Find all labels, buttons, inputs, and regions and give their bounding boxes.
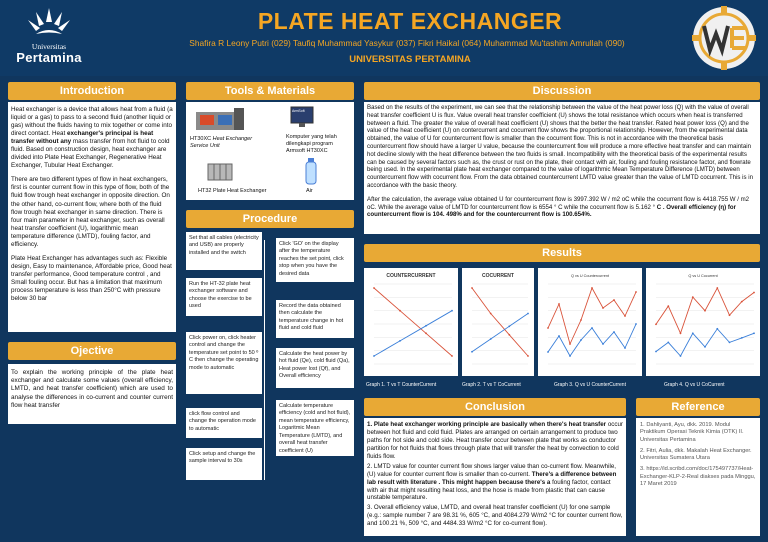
conclusion-panel bbox=[364, 418, 626, 536]
tool-label-4: Air bbox=[306, 188, 313, 194]
chart-point bbox=[569, 355, 571, 357]
software-screen-text: ArmSoft bbox=[292, 109, 305, 113]
procedure-step-9: Calculate temperature efficiency (cold and hot fluid), mean temperature efficiency, Logaritmic Mean Temperature (LMTD), and overall heat transfer coefficient (U) bbox=[276, 400, 354, 456]
chart-point bbox=[508, 334, 510, 336]
tools-heading: Tools & Materials bbox=[186, 82, 354, 100]
introduction-panel bbox=[8, 102, 176, 332]
procedure-step-3: Click power on, click heater control and change the temperature set point to 50 º C then change the operating mode to automatic bbox=[186, 332, 262, 394]
discussion-paragraph-2: After the calculation, the average value obtained U for countercurrent flow is 3997.392 W / m2 oC while the cocurrent flow is 4418.755 W / m2 oC. While the average value of LMTD for countercurrent flow is 6554 ° C while the cocurrent flow is 5.162 ° C . Overall efficiency (η) for countercurrent flow is 104. 498% and for the countercurrent flow is 100.654%. bbox=[367, 195, 750, 219]
chart-q-vs-u-cocurrent-svg bbox=[646, 268, 760, 376]
reference-panel bbox=[636, 418, 760, 536]
reference-item: 2. Fitri, Aulia, dkk. Makalah Heat Exchanger. Universitas Sumatera Utara bbox=[640, 447, 752, 462]
universitas-pertamina-logo bbox=[6, 4, 92, 70]
chart-point bbox=[527, 313, 529, 315]
procedure-step-4: click flow control and change the operation mode to automatic bbox=[186, 408, 262, 438]
chart-caption-4: Graph 4. Q vs U CoCurrent bbox=[664, 382, 725, 388]
chart-point bbox=[635, 323, 637, 325]
chart-point bbox=[613, 331, 615, 333]
chart-point bbox=[602, 343, 604, 345]
chart-point bbox=[558, 335, 560, 337]
chart-title: Q vs U Countercurrent bbox=[571, 274, 609, 278]
chart-point bbox=[471, 287, 473, 289]
reference-item: 1. Dahliyanti, Ayu, dkk. 2019. Modul Praktikum Operasi Teknik Kimia (OTK) II. Universitas Pertamina bbox=[640, 422, 744, 443]
procedure-step-1: Set that all cables (electricity and USB) are properly installed and the switch bbox=[186, 232, 262, 270]
chart-point bbox=[729, 314, 731, 316]
procedure-connector bbox=[264, 240, 265, 480]
chart-cocurrent-svg bbox=[462, 268, 534, 376]
chart-point bbox=[580, 319, 582, 321]
tools-panel bbox=[186, 102, 354, 200]
chart-point bbox=[716, 328, 718, 330]
chart-series-line bbox=[548, 288, 636, 344]
chart-countercurrent-svg bbox=[364, 268, 458, 376]
chart-point bbox=[635, 291, 637, 293]
chart-point bbox=[558, 303, 560, 305]
chart-point bbox=[741, 337, 743, 339]
procedure-step-2: Run the HT-32 plate heat exchanger software and choose the exercise to be used bbox=[186, 278, 262, 316]
introduction-heading: Introduction bbox=[8, 82, 176, 100]
chart-point bbox=[527, 355, 529, 357]
chart-point bbox=[425, 332, 427, 334]
logo-text-small: Universitas bbox=[31, 42, 67, 51]
chart-title: COCURRENT bbox=[482, 273, 514, 279]
introduction-paragraph-3: Plate Heat Exchanger has advantages such as: Flexible design, Easy to maintenance, Affordable price, Good heat transfer performance, Good temperature control , and Small fouling occur. But has a limitation that maximum process temperature is less than 250°C with pressure below 30 bar bbox=[11, 254, 172, 303]
procedure-step-6: Click 'GO' on the display after the temperature reaches the set point, click stop when you have the desired data bbox=[276, 238, 354, 282]
chart-point bbox=[680, 332, 682, 334]
chart-point bbox=[753, 332, 755, 334]
chart-point bbox=[624, 315, 626, 317]
poster-title: PLATE HEAT EXCHANGER bbox=[257, 8, 563, 34]
chart-q-vs-u-countercurrent bbox=[538, 268, 642, 376]
chart-point bbox=[451, 310, 453, 312]
water-bottle-image bbox=[304, 158, 318, 186]
chart-point bbox=[399, 310, 401, 312]
chart-title: COUNTERCURRENT bbox=[386, 273, 436, 279]
authors-line: Shafira R Leony Putri (029) Taufiq Muhammad Yasykur (037) Fikri Haikal (064) Muhammad Mu'tashim Amrullah (090) bbox=[189, 38, 625, 48]
chart-point bbox=[508, 325, 510, 327]
plate-heat-exchanger-image bbox=[206, 160, 234, 184]
procedure-heading: Procedure bbox=[186, 210, 354, 228]
chart-point bbox=[547, 351, 549, 353]
chart-point bbox=[399, 340, 401, 342]
conclusion-point-3: 3. Overall efficiency value, LMTD, and overall heat transfer coefficient (U) for one sample (e.g.: sample number 7 are 98.31 %, 605 °C, and 4084.279 W/m2 °C for counter current flow, and 100.21 %, 509 °C, and 4484.33 W/m2 °C for co-current flow). bbox=[367, 504, 623, 528]
chart-point bbox=[490, 313, 492, 315]
chart-series-line bbox=[656, 329, 754, 356]
chart-point bbox=[547, 327, 549, 329]
chart-point bbox=[373, 287, 375, 289]
introduction-paragraph-2: There are two different types of flow in heat exchangers, first is counter current flow in this type of flow, both of the fluid flow trough heat exchanger in opposite direction. On the other hand, co-current flow, where both of the fluid flow trough heat exchanger in same direction. There is four main parameter in heat exchanger, such as overall heat transfer coefficient (U), logarithmic mean temperature difference (LMTD), fouling factor, and efficiency. bbox=[11, 176, 170, 248]
logo-text-big: Pertamina bbox=[16, 50, 82, 65]
procedure-step-7: Record the data obtained then calculate the temperature change in hot fluid and cold fluid bbox=[276, 300, 354, 338]
chart-point bbox=[716, 287, 718, 289]
reference-heading: Reference bbox=[636, 398, 760, 416]
chart-point bbox=[490, 338, 492, 340]
university-name: UNIVERSITAS PERTAMINA bbox=[349, 54, 471, 65]
chart-point bbox=[471, 351, 473, 353]
chart-point bbox=[613, 299, 615, 301]
service-unit-image bbox=[194, 106, 246, 134]
objective-panel: To explain the working principle of the plate heat exchanger and calculate some values (overall efficiency, LMTD, and heat transfer coefficient) which are used to analyse the differences in co-current and counter current flow heat transfer bbox=[8, 364, 176, 424]
chart-point bbox=[624, 347, 626, 349]
chart-point bbox=[680, 355, 682, 357]
chart-point bbox=[753, 292, 755, 294]
chart-caption-3: Graph 3. Q vs U CounterCurrent bbox=[554, 382, 626, 388]
chart-point bbox=[741, 301, 743, 303]
chart-series-line bbox=[374, 288, 452, 356]
objective-heading: Ojective bbox=[8, 342, 176, 360]
chart-point bbox=[602, 307, 604, 309]
procedure-step-5: Click setup and change the sample interval to 30s bbox=[186, 448, 262, 480]
chart-point bbox=[729, 342, 731, 344]
chart-q-vs-u-countercurrent-svg bbox=[538, 268, 642, 376]
chart-caption-1: Graph 1. T vs T CounterCurrent bbox=[366, 382, 437, 388]
discussion-heading: Discussion bbox=[364, 82, 760, 100]
chart-point bbox=[425, 325, 427, 327]
chart-point bbox=[373, 355, 375, 357]
group-logo bbox=[688, 4, 760, 72]
discussion-panel bbox=[364, 102, 760, 234]
conclusion-heading: Conclusion bbox=[364, 398, 626, 416]
chart-point bbox=[692, 296, 694, 298]
chart-cocurrent bbox=[462, 268, 534, 376]
chart-q-vs-u-cocurrent bbox=[646, 268, 760, 376]
flame-icon bbox=[6, 4, 92, 42]
chart-point bbox=[704, 310, 706, 312]
chart-point bbox=[451, 355, 453, 357]
chart-point bbox=[704, 346, 706, 348]
chart-title: Q vs U Cocurrent bbox=[688, 274, 718, 278]
introduction-paragraph-1: Heat exchanger is a device that allows heat from a fluid (a liquid or a gas) to pass to a second fluid (another liquid or gas) without the fluids having to mix together or come into direct contact. Heat exchanger's principal is heat transfer without any mass transfer from hot fluid to cold fluid. Based on construction design, heat exchanger are divided into Plate Heat Exchanger, Regenerative Heat Exchanger, Tubular Heat Exchanger. bbox=[11, 106, 173, 170]
tool-label-2: Komputer yang telah dilengkapi program Armsoft HT30XC bbox=[286, 134, 337, 155]
gear-logo-icon bbox=[688, 4, 760, 72]
conclusion-point-2: 2. LMTD value for counter current flow shows larger value than co-current flow. Meanwhile, (U) value for counter current flow is smaller than co-current. There's a difference between lab result with literature . This might happen because there's a fouling factor, contact with air that might resulting heat loss, and the hose is made from plastic that can cause unstable temperature. bbox=[367, 462, 617, 502]
reference-item: 3. https://id.scribd.com/doc/175497737/Heat-Exchanger-KLP-2-Real diakses pada Minggu, 17 Maret 2019 bbox=[640, 466, 756, 488]
results-heading: Results bbox=[364, 244, 760, 262]
procedure-step-8: Calculate the heat power by hot fluid (Qe), cold fluid (Qa), Heat power lost (Qf), and Overall efficiency bbox=[276, 348, 354, 388]
chart-point bbox=[655, 323, 657, 325]
chart-point bbox=[580, 339, 582, 341]
chart-point bbox=[569, 343, 571, 345]
chart-point bbox=[667, 305, 669, 307]
chart-point bbox=[692, 332, 694, 334]
discussion-paragraph-1: Based on the results of the experiment, we can see that the relationship between the value of the heat power loss (Q) with the value of overall heat transfer coefficient U is flux. Value overall heat transfer coefficient (U) shows the total resistance which occurs when heat is transferred between a fluid. The greater the value of overall heat coefficient (U) shows that the better the heat transfer. Rated heat power loss (Q) and the value of the heat coefficient (U) on contercurrent and cocurrent flow shows the proportional relationship. However, from the experimental data obtained, the value of U for countercurrent flow is smaller than the cocurrent flow. This is not in accordance with the theoretical basis countercurrent flow should have a larger U value, because the countercurrent flow will produce a more effective heat transfer and can maintain hot decline slowly with the heat difference between the two fluids is small. Incompatibility with the theoretical basis of the experimental results can be caused by several factors such as, the crust or rust on the plate, their contact with air, fouling and fouling resistance factor, and flowrate being used. In the experimental plate heat exchanger compared to the value of logarithmic Mean Temperature Difference (LMTD) between countercurrent flow with cocurrent flow. From the data obtained countercurrent LMTD value greater than the value of LMTD cocurrent. This is in accordance with the basic theory. bbox=[367, 104, 754, 189]
chart-point bbox=[655, 351, 657, 353]
chart-point bbox=[591, 327, 593, 329]
chart-countercurrent bbox=[364, 268, 458, 376]
chart-point bbox=[667, 342, 669, 344]
tool-label-1: HT30XC Heat Exchanger Service Unit bbox=[190, 136, 253, 150]
chart-point bbox=[591, 287, 593, 289]
chart-caption-2: Graph 2. T vs T CoCurrent bbox=[462, 382, 521, 388]
chart-series-line bbox=[374, 311, 452, 356]
conclusion-point-1: 1. Plate heat exchanger working principle are basically when there's heat transfer occur between hot fluid and cold fluid. Plates are arranged on certain arrangement to produce two paths for hot side and cold side. Heat transfer occur between plate that works as conductor partition for hot fluids that flows through plate that will transfer the heat by convection to cold fluids flow. bbox=[367, 421, 623, 460]
tool-label-3: HT32 Plate Heat Exchanger bbox=[198, 188, 267, 194]
